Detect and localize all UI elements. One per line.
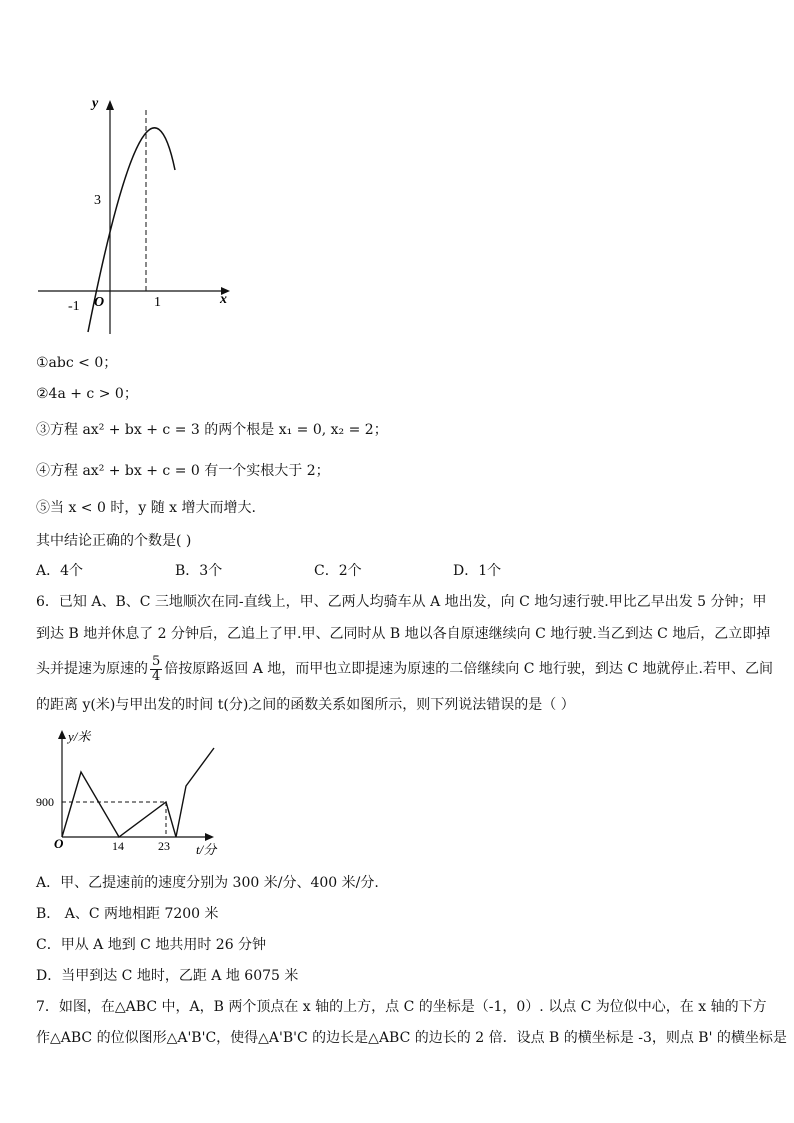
origin-label: O: [94, 295, 105, 310]
q6-line-3-post: 倍按原路返回 A 地，而甲也立即提速为原速的二倍继续向 C 地行驶，到达 C 地就停止.若甲、乙间: [164, 661, 773, 677]
x-axis-label: x: [220, 292, 227, 307]
y-tick-3: 3: [94, 193, 101, 208]
q6-line-2: 到达 B 地并休息了 2 分钟后，乙追上了甲.甲、乙同时从 B 地以各自原速继续向 C 地行驶.当乙到达 C 地后，乙立即掉: [36, 626, 771, 642]
t-axis-arrow: [205, 833, 214, 841]
y-axis-label: y: [92, 96, 99, 111]
conclusion-4: ④方程 ax² + bx + c = 0 有一个实根大于 2；: [36, 463, 330, 479]
q5-option-a[interactable]: A．4个: [36, 563, 84, 579]
q5-option-b[interactable]: B．3个: [175, 563, 223, 579]
t-tick-23: 23: [158, 839, 170, 853]
q5-option-c[interactable]: C．2个: [314, 563, 362, 579]
conclusion-5: ⑤当 x < 0 时，y 随 x 增大而增大.: [36, 500, 256, 516]
distance-line: [62, 748, 214, 837]
q6-line-1: 6．已知 A、B、C 三地顺次在同-直线上，甲、乙两人均骑车从 A 地出发，向 C 地匀速行驶.甲比乙早出发 5 分钟；甲: [36, 594, 767, 610]
parabola-graph: [30, 92, 240, 342]
conclusion-3: ③方程 ax² + bx + c = 3 的两个根是 x₁ = 0, x₂ = 2；: [36, 422, 388, 438]
q7-line-2: 作△ABC 的位似图形△A'B'C，使得△A'B'C 的边长是△ABC 的边长的 2 倍．设点 B 的横坐标是 -3，则点 B' 的横坐标是: [36, 1030, 787, 1046]
fraction-five-fourths: [150, 655, 162, 684]
q6-option-b[interactable]: B． A、C 两地相距 7200 米: [36, 906, 219, 922]
conclusion-2: ②4a + c > 0；: [36, 386, 138, 402]
x-tick-1: 1: [154, 295, 161, 310]
t-tick-14: 14: [112, 839, 124, 853]
q6-option-d[interactable]: D．当甲到达 C 地时，乙距 A 地 6075 米: [36, 968, 299, 984]
y-axis-2-arrow: [58, 730, 66, 739]
t-axis-label: t/分: [196, 842, 217, 857]
y-tick-900: 900: [36, 795, 54, 809]
distance-time-graph: [36, 724, 236, 864]
y-axis-arrow: [106, 100, 114, 110]
q6-option-a[interactable]: A．甲、乙提速前的速度分别为 300 米/分、400 米/分.: [36, 875, 379, 891]
q6-line-4: 的距离 y(米)与甲出发的时间 t(分)之间的函数关系如图所示，则下列说法错误的是（ ）: [36, 697, 575, 713]
q6-line-3-pre: 头并提速为原速的: [36, 661, 148, 677]
q6-line-3: [36, 652, 773, 686]
fraction-denominator: 4: [152, 668, 161, 684]
fraction-numerator: 5: [152, 653, 161, 669]
q7-line-1: 7．如图，在△ABC 中，A，B 两个顶点在 x 轴的上方，点 C 的坐标是（-1，0）. 以点 C 为位似中心，在 x 轴的下方: [36, 999, 767, 1015]
origin-2: O: [54, 836, 64, 851]
q5-option-d[interactable]: D．1个: [453, 563, 502, 579]
conclusion-1: ①abc < 0；: [36, 355, 118, 371]
x-tick-neg1: -1: [68, 299, 80, 314]
q5-prompt: 其中结论正确的个数是( ): [36, 533, 192, 549]
q6-option-c[interactable]: C．甲从 A 地到 C 地共用时 26 分钟: [36, 937, 267, 953]
y-axis-2-label: y/米: [68, 729, 91, 744]
